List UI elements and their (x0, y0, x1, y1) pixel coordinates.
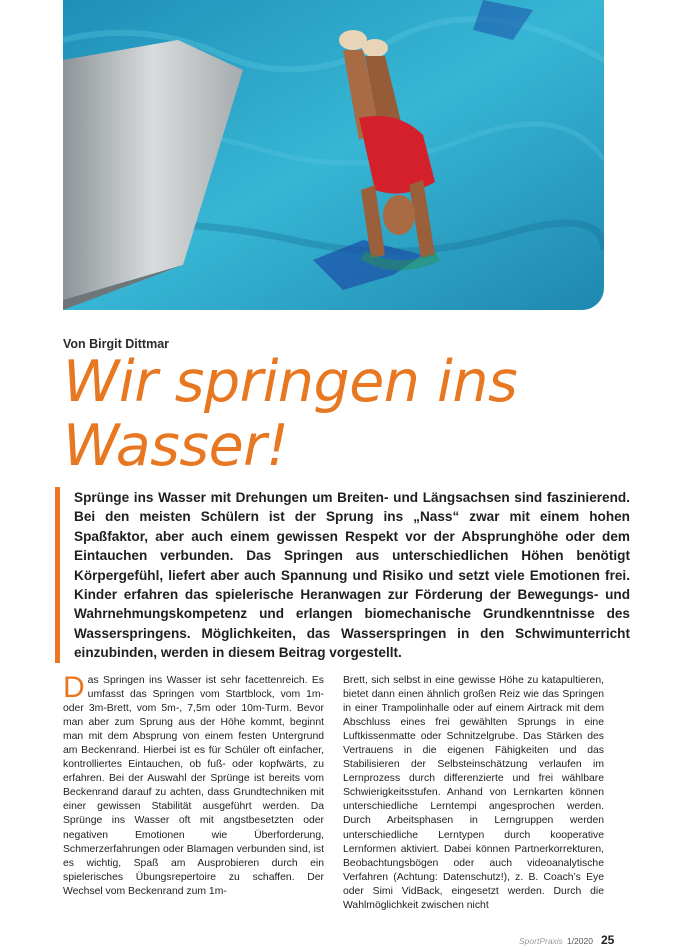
page-number: 25 (600, 933, 615, 947)
title-line-2: Wasser! (63, 413, 289, 479)
body-column-1-text: as Springen ins Wasser ist sehr facettenreich. Es umfasst das Springen vom Startblock, vom 1m- oder 3m-Brett, vom 5m-, 7,5m oder 10m-Turm. Bevor man aber zum Sprung aus der Höhe kommt, beginnt man mit dem Absprung von einem festen Untergrund am Beckenrand. Hierbei ist es für Schüler oft einfacher, kontrolliertes Eintauchen, ob fuß- oder kopfwärts, zu erfahren. Bei der Auswahl der Sprünge ist bereits vom Beckenrand darauf zu achten, dass Grundtechniken mit einer gewissen Stabilität ausgeführt werden. Da Sprünge ins Wasser oft mit angstbesetzten oder negativen Emotionen wie Überforderung, Schmerzerfahrungen oder Blamagen verbunden sind, ist es wichtig, Spaß am Ausprobieren durch ein spielerisches Übungsrepertoire zu schaffen. Der Wechsel vom Beckenrand zum 1m- (63, 675, 324, 897)
magazine-name: SportPraxis (519, 936, 563, 946)
title-line-1: Wir springen ins (63, 349, 518, 415)
page-footer (519, 933, 614, 947)
diver-illustration (63, 0, 604, 310)
body-column-1 (63, 671, 324, 899)
article-title (63, 350, 663, 478)
author-byline: Von Birgit Dittmar (63, 337, 170, 351)
drop-cap: D (63, 671, 85, 704)
issue-number: 1/2020 (566, 936, 593, 946)
lead-paragraph: Sprünge ins Wasser mit Drehungen um Breiten- und Längsachsen sind faszinierend. Bei den meisten Schülern ist der Sprung ins „Nass“ zwar mit einem hohen Spaßfaktor, aber auch einem gewissen Respekt vor der Absprunghöhe oder dem Eintauchen verbunden. Das Springen aus unterschiedlichen Höhen benötigt Körpergefühl, liefert aber auch Spannung und Risiko und setzt viele Emotionen frei. Kinder erfahren das spielerische Heranwagen zur Förderung der Bewegungs- und Wahrnehmungskompetenz und erlangen biomechanische Grundkenntnisse des Wasserspringens. Möglichkeiten, das Wasserspringen in den Schwimunterricht einzubinden, werden in diesem Beitrag vorgestellt. (74, 490, 630, 661)
body-column-2-text: Brett, sich selbst in eine gewisse Höhe zu katapultieren, bietet dann einen ähnlich großen Reiz wie das Springen in einer Trampolinhalle oder auf einem Airtrack mit dem Abschluss eines frei gewählten Sprungs in eine Luftkissenmatte oder Schnitzelgrube. Das Stärken des Vertrauens in die eigenen Fähigkeiten und das Stabilisieren der Selbsteinschätzung verlaufen im Lernprozess durch differenzierte und frei wählbare Schwierigkeitsstufen. Anhand von Lernkarten können unterschiedliche Lerntempi angesprochen werden. Durch Arbeitsphasen in Lerngruppen werden unterschiedliche Lerntypen durch kooperative Lernformen aktiviert. Dabei können Partnerkorrekturen, Beobachtungsbögen oder auch videoanalytische Verfahren (Achtung: Datenschutz!), z. B. Coach’s Eye oder Simi VidBack, eingesetzt werden. Durch die Wahlmöglichkeit zwischen nicht (343, 675, 604, 911)
lead-accent-bar (55, 487, 60, 663)
body-column-2 (343, 674, 604, 913)
header-photo-diver (63, 0, 604, 310)
